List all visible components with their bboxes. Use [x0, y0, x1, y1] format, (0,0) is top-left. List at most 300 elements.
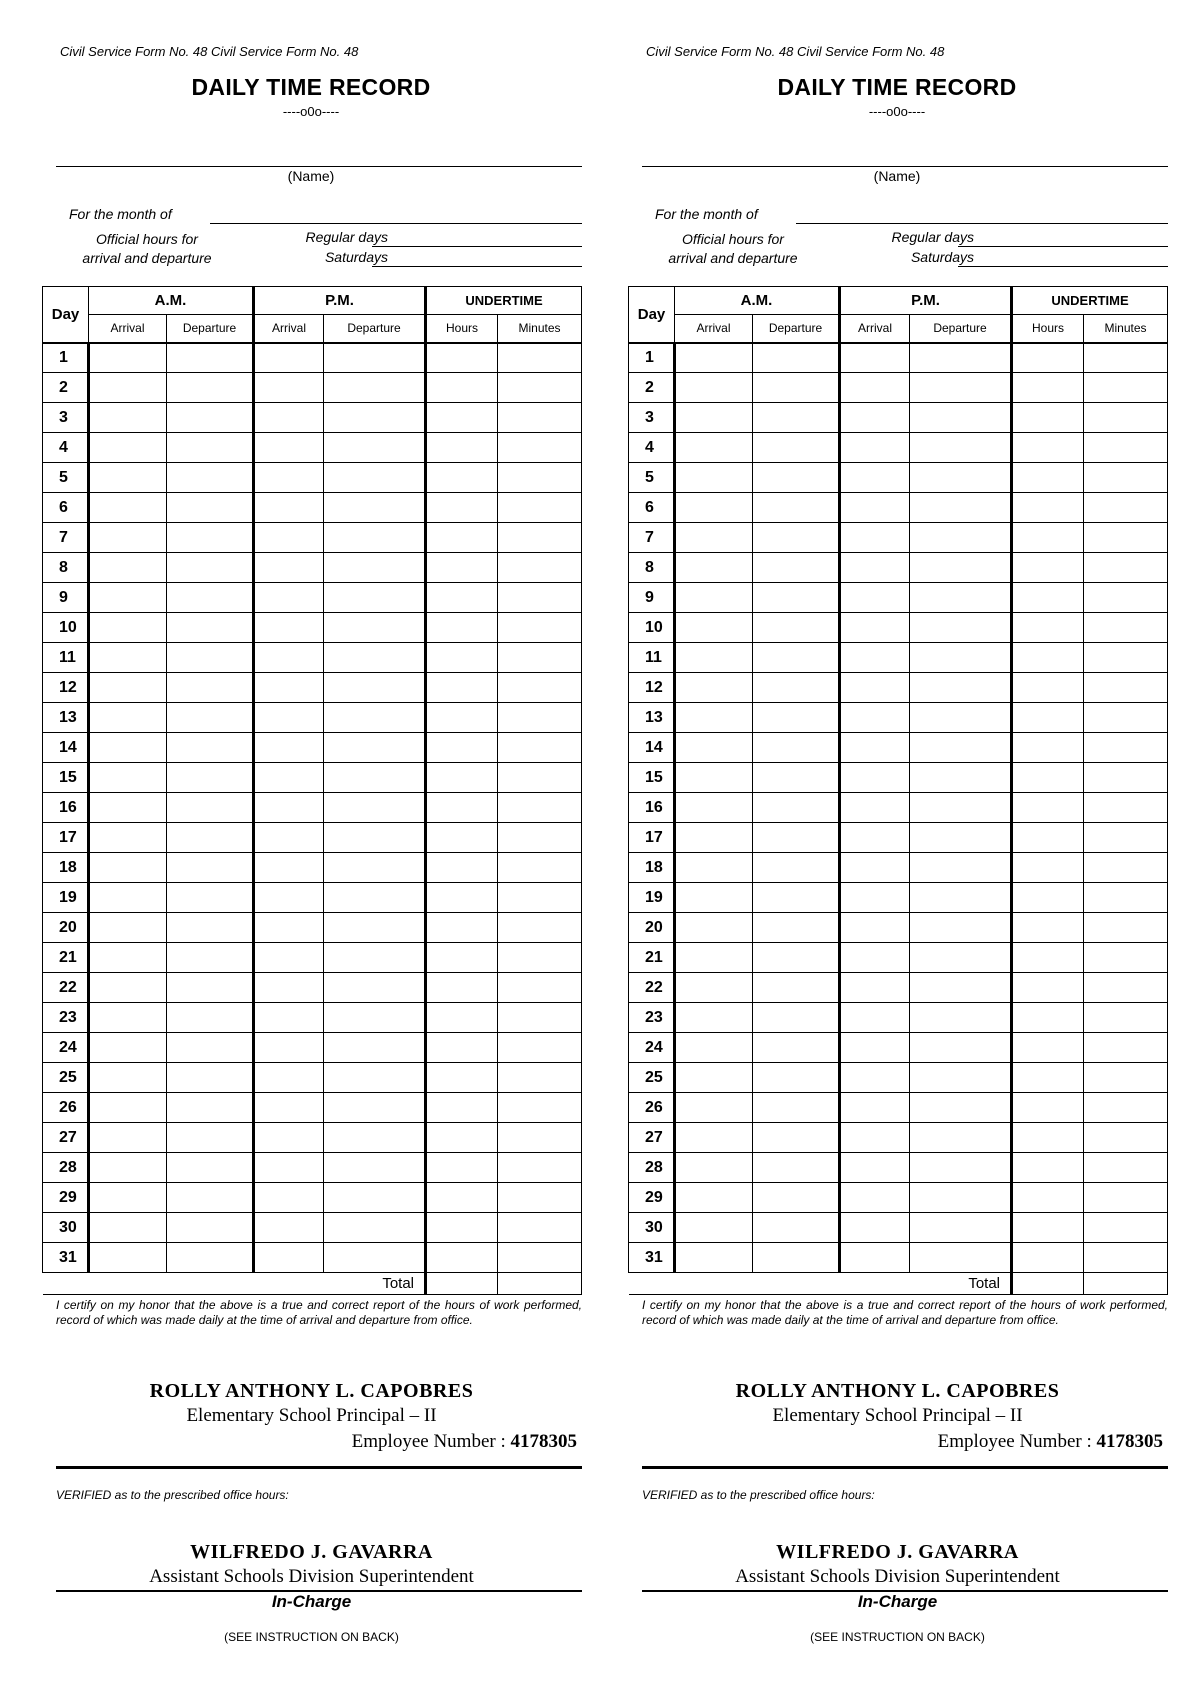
undertime-hours-cell[interactable]: [426, 673, 498, 703]
am-arrival-cell[interactable]: [675, 583, 753, 613]
pm-arrival-cell[interactable]: [254, 1063, 324, 1093]
am-arrival-cell[interactable]: [89, 913, 167, 943]
pm-arrival-cell[interactable]: [840, 853, 910, 883]
undertime-minutes-cell[interactable]: [498, 643, 582, 673]
undertime-hours-cell[interactable]: [1012, 1153, 1084, 1183]
pm-arrival-cell[interactable]: [254, 943, 324, 973]
am-departure-cell[interactable]: [753, 523, 840, 553]
am-departure-cell[interactable]: [753, 793, 840, 823]
pm-arrival-cell[interactable]: [840, 823, 910, 853]
am-arrival-cell[interactable]: [89, 613, 167, 643]
am-arrival-cell[interactable]: [89, 943, 167, 973]
am-arrival-cell[interactable]: [89, 673, 167, 703]
undertime-minutes-cell[interactable]: [498, 613, 582, 643]
pm-arrival-cell[interactable]: [840, 1063, 910, 1093]
total-hours-cell[interactable]: [426, 1273, 498, 1295]
undertime-hours-cell[interactable]: [1012, 463, 1084, 493]
pm-arrival-cell[interactable]: [254, 613, 324, 643]
undertime-hours-cell[interactable]: [1012, 643, 1084, 673]
undertime-hours-cell[interactable]: [426, 793, 498, 823]
undertime-hours-cell[interactable]: [1012, 403, 1084, 433]
pm-departure-cell[interactable]: [324, 913, 426, 943]
pm-arrival-cell[interactable]: [254, 1093, 324, 1123]
am-departure-cell[interactable]: [753, 1183, 840, 1213]
am-departure-cell[interactable]: [167, 703, 254, 733]
undertime-minutes-cell[interactable]: [498, 1063, 582, 1093]
undertime-minutes-cell[interactable]: [1084, 1153, 1168, 1183]
undertime-hours-cell[interactable]: [426, 1183, 498, 1213]
am-departure-cell[interactable]: [753, 733, 840, 763]
pm-departure-cell[interactable]: [324, 343, 426, 373]
pm-departure-cell[interactable]: [324, 823, 426, 853]
pm-departure-cell[interactable]: [910, 853, 1012, 883]
pm-departure-cell[interactable]: [910, 613, 1012, 643]
undertime-hours-cell[interactable]: [1012, 1093, 1084, 1123]
pm-arrival-cell[interactable]: [840, 553, 910, 583]
am-arrival-cell[interactable]: [675, 763, 753, 793]
am-departure-cell[interactable]: [753, 433, 840, 463]
am-arrival-cell[interactable]: [675, 1213, 753, 1243]
am-arrival-cell[interactable]: [89, 433, 167, 463]
am-departure-cell[interactable]: [167, 793, 254, 823]
am-departure-cell[interactable]: [753, 823, 840, 853]
pm-arrival-cell[interactable]: [254, 973, 324, 1003]
am-departure-cell[interactable]: [753, 1093, 840, 1123]
undertime-minutes-cell[interactable]: [1084, 373, 1168, 403]
undertime-hours-cell[interactable]: [1012, 943, 1084, 973]
undertime-minutes-cell[interactable]: [1084, 943, 1168, 973]
am-departure-cell[interactable]: [753, 883, 840, 913]
undertime-hours-cell[interactable]: [1012, 493, 1084, 523]
am-arrival-cell[interactable]: [675, 433, 753, 463]
pm-arrival-cell[interactable]: [254, 343, 324, 373]
undertime-hours-cell[interactable]: [426, 433, 498, 463]
undertime-hours-cell[interactable]: [426, 763, 498, 793]
am-departure-cell[interactable]: [167, 1213, 254, 1243]
am-departure-cell[interactable]: [753, 673, 840, 703]
undertime-minutes-cell[interactable]: [498, 1003, 582, 1033]
pm-departure-cell[interactable]: [910, 463, 1012, 493]
month-field-line[interactable]: [796, 223, 1168, 224]
pm-departure-cell[interactable]: [910, 643, 1012, 673]
am-departure-cell[interactable]: [167, 673, 254, 703]
pm-departure-cell[interactable]: [324, 1033, 426, 1063]
regular-days-field-line[interactable]: [958, 246, 1168, 247]
undertime-hours-cell[interactable]: [426, 733, 498, 763]
am-departure-cell[interactable]: [753, 493, 840, 523]
saturdays-field-line[interactable]: [372, 266, 582, 267]
undertime-minutes-cell[interactable]: [498, 763, 582, 793]
pm-departure-cell[interactable]: [324, 613, 426, 643]
am-arrival-cell[interactable]: [89, 733, 167, 763]
am-arrival-cell[interactable]: [89, 1153, 167, 1183]
pm-arrival-cell[interactable]: [840, 1123, 910, 1153]
undertime-hours-cell[interactable]: [1012, 1063, 1084, 1093]
am-arrival-cell[interactable]: [675, 703, 753, 733]
undertime-hours-cell[interactable]: [426, 1093, 498, 1123]
am-departure-cell[interactable]: [753, 703, 840, 733]
pm-departure-cell[interactable]: [910, 553, 1012, 583]
pm-arrival-cell[interactable]: [840, 703, 910, 733]
pm-departure-cell[interactable]: [324, 1093, 426, 1123]
undertime-hours-cell[interactable]: [426, 1063, 498, 1093]
pm-arrival-cell[interactable]: [840, 403, 910, 433]
am-arrival-cell[interactable]: [89, 583, 167, 613]
pm-arrival-cell[interactable]: [840, 1033, 910, 1063]
am-arrival-cell[interactable]: [675, 733, 753, 763]
pm-arrival-cell[interactable]: [840, 1243, 910, 1273]
undertime-minutes-cell[interactable]: [498, 853, 582, 883]
undertime-hours-cell[interactable]: [426, 1243, 498, 1273]
pm-arrival-cell[interactable]: [254, 1213, 324, 1243]
undertime-hours-cell[interactable]: [426, 553, 498, 583]
am-departure-cell[interactable]: [753, 613, 840, 643]
undertime-minutes-cell[interactable]: [498, 913, 582, 943]
am-arrival-cell[interactable]: [89, 523, 167, 553]
pm-arrival-cell[interactable]: [254, 493, 324, 523]
am-arrival-cell[interactable]: [675, 463, 753, 493]
pm-departure-cell[interactable]: [324, 1153, 426, 1183]
am-arrival-cell[interactable]: [89, 793, 167, 823]
am-arrival-cell[interactable]: [675, 673, 753, 703]
am-departure-cell[interactable]: [167, 1123, 254, 1153]
am-arrival-cell[interactable]: [675, 1123, 753, 1153]
pm-arrival-cell[interactable]: [840, 763, 910, 793]
name-field-line[interactable]: [642, 166, 1168, 167]
undertime-minutes-cell[interactable]: [1084, 1183, 1168, 1213]
pm-departure-cell[interactable]: [910, 703, 1012, 733]
am-departure-cell[interactable]: [167, 643, 254, 673]
pm-arrival-cell[interactable]: [840, 1003, 910, 1033]
pm-departure-cell[interactable]: [324, 973, 426, 1003]
pm-departure-cell[interactable]: [324, 643, 426, 673]
am-departure-cell[interactable]: [167, 1243, 254, 1273]
am-arrival-cell[interactable]: [675, 823, 753, 853]
pm-departure-cell[interactable]: [324, 673, 426, 703]
pm-arrival-cell[interactable]: [254, 1183, 324, 1213]
undertime-hours-cell[interactable]: [426, 883, 498, 913]
pm-departure-cell[interactable]: [324, 793, 426, 823]
undertime-minutes-cell[interactable]: [1084, 853, 1168, 883]
pm-departure-cell[interactable]: [324, 1213, 426, 1243]
undertime-hours-cell[interactable]: [1012, 913, 1084, 943]
undertime-hours-cell[interactable]: [426, 973, 498, 1003]
am-departure-cell[interactable]: [167, 553, 254, 583]
undertime-minutes-cell[interactable]: [498, 583, 582, 613]
undertime-hours-cell[interactable]: [1012, 1213, 1084, 1243]
undertime-hours-cell[interactable]: [1012, 553, 1084, 583]
am-arrival-cell[interactable]: [675, 973, 753, 1003]
am-departure-cell[interactable]: [167, 883, 254, 913]
pm-departure-cell[interactable]: [910, 1123, 1012, 1153]
undertime-minutes-cell[interactable]: [1084, 1243, 1168, 1273]
pm-arrival-cell[interactable]: [254, 1033, 324, 1063]
undertime-hours-cell[interactable]: [1012, 583, 1084, 613]
am-arrival-cell[interactable]: [89, 853, 167, 883]
undertime-minutes-cell[interactable]: [1084, 973, 1168, 1003]
undertime-hours-cell[interactable]: [1012, 973, 1084, 1003]
undertime-hours-cell[interactable]: [426, 373, 498, 403]
undertime-minutes-cell[interactable]: [498, 1123, 582, 1153]
pm-arrival-cell[interactable]: [840, 493, 910, 523]
am-arrival-cell[interactable]: [89, 823, 167, 853]
undertime-minutes-cell[interactable]: [1084, 1093, 1168, 1123]
pm-departure-cell[interactable]: [910, 1033, 1012, 1063]
pm-departure-cell[interactable]: [324, 1123, 426, 1153]
undertime-minutes-cell[interactable]: [498, 733, 582, 763]
pm-departure-cell[interactable]: [910, 1153, 1012, 1183]
pm-arrival-cell[interactable]: [254, 733, 324, 763]
am-arrival-cell[interactable]: [89, 1213, 167, 1243]
am-departure-cell[interactable]: [753, 643, 840, 673]
am-departure-cell[interactable]: [167, 523, 254, 553]
pm-arrival-cell[interactable]: [840, 733, 910, 763]
am-arrival-cell[interactable]: [675, 1063, 753, 1093]
pm-arrival-cell[interactable]: [254, 853, 324, 883]
pm-arrival-cell[interactable]: [840, 883, 910, 913]
undertime-hours-cell[interactable]: [426, 1123, 498, 1153]
name-field-line[interactable]: [56, 166, 582, 167]
total-hours-cell[interactable]: [1012, 1273, 1084, 1295]
undertime-minutes-cell[interactable]: [498, 793, 582, 823]
pm-departure-cell[interactable]: [910, 493, 1012, 523]
pm-arrival-cell[interactable]: [840, 343, 910, 373]
am-arrival-cell[interactable]: [89, 1243, 167, 1273]
am-arrival-cell[interactable]: [675, 643, 753, 673]
am-arrival-cell[interactable]: [675, 493, 753, 523]
pm-departure-cell[interactable]: [324, 403, 426, 433]
am-departure-cell[interactable]: [167, 943, 254, 973]
pm-arrival-cell[interactable]: [840, 1183, 910, 1213]
am-arrival-cell[interactable]: [89, 703, 167, 733]
pm-departure-cell[interactable]: [324, 853, 426, 883]
am-departure-cell[interactable]: [167, 373, 254, 403]
undertime-minutes-cell[interactable]: [498, 973, 582, 1003]
am-departure-cell[interactable]: [753, 553, 840, 583]
pm-departure-cell[interactable]: [910, 1183, 1012, 1213]
pm-arrival-cell[interactable]: [254, 823, 324, 853]
undertime-minutes-cell[interactable]: [498, 553, 582, 583]
am-departure-cell[interactable]: [753, 973, 840, 1003]
undertime-minutes-cell[interactable]: [1084, 703, 1168, 733]
am-departure-cell[interactable]: [753, 583, 840, 613]
undertime-minutes-cell[interactable]: [498, 823, 582, 853]
pm-departure-cell[interactable]: [324, 463, 426, 493]
am-departure-cell[interactable]: [167, 853, 254, 883]
undertime-minutes-cell[interactable]: [498, 673, 582, 703]
undertime-hours-cell[interactable]: [426, 343, 498, 373]
pm-arrival-cell[interactable]: [840, 1213, 910, 1243]
am-arrival-cell[interactable]: [675, 1003, 753, 1033]
pm-departure-cell[interactable]: [910, 973, 1012, 1003]
undertime-hours-cell[interactable]: [426, 823, 498, 853]
undertime-minutes-cell[interactable]: [1084, 553, 1168, 583]
am-arrival-cell[interactable]: [89, 1063, 167, 1093]
undertime-hours-cell[interactable]: [1012, 1243, 1084, 1273]
undertime-minutes-cell[interactable]: [498, 1213, 582, 1243]
am-departure-cell[interactable]: [167, 493, 254, 523]
pm-arrival-cell[interactable]: [254, 643, 324, 673]
am-arrival-cell[interactable]: [89, 763, 167, 793]
am-arrival-cell[interactable]: [89, 373, 167, 403]
undertime-hours-cell[interactable]: [426, 1033, 498, 1063]
pm-arrival-cell[interactable]: [840, 463, 910, 493]
saturdays-field-line[interactable]: [958, 266, 1168, 267]
am-arrival-cell[interactable]: [89, 1093, 167, 1123]
pm-arrival-cell[interactable]: [840, 373, 910, 403]
am-departure-cell[interactable]: [167, 823, 254, 853]
undertime-hours-cell[interactable]: [1012, 853, 1084, 883]
am-departure-cell[interactable]: [753, 853, 840, 883]
undertime-hours-cell[interactable]: [1012, 823, 1084, 853]
undertime-hours-cell[interactable]: [1012, 1123, 1084, 1153]
pm-departure-cell[interactable]: [324, 943, 426, 973]
am-arrival-cell[interactable]: [675, 343, 753, 373]
pm-departure-cell[interactable]: [324, 703, 426, 733]
am-departure-cell[interactable]: [167, 463, 254, 493]
pm-arrival-cell[interactable]: [254, 1123, 324, 1153]
undertime-minutes-cell[interactable]: [1084, 1213, 1168, 1243]
undertime-minutes-cell[interactable]: [1084, 1063, 1168, 1093]
am-arrival-cell[interactable]: [675, 913, 753, 943]
pm-departure-cell[interactable]: [324, 583, 426, 613]
pm-departure-cell[interactable]: [910, 373, 1012, 403]
am-arrival-cell[interactable]: [675, 1243, 753, 1273]
undertime-hours-cell[interactable]: [426, 463, 498, 493]
undertime-minutes-cell[interactable]: [1084, 343, 1168, 373]
undertime-hours-cell[interactable]: [426, 583, 498, 613]
am-departure-cell[interactable]: [753, 1243, 840, 1273]
pm-departure-cell[interactable]: [910, 883, 1012, 913]
undertime-hours-cell[interactable]: [1012, 433, 1084, 463]
pm-departure-cell[interactable]: [324, 1243, 426, 1273]
undertime-minutes-cell[interactable]: [1084, 403, 1168, 433]
undertime-minutes-cell[interactable]: [1084, 493, 1168, 523]
undertime-hours-cell[interactable]: [426, 493, 498, 523]
pm-departure-cell[interactable]: [910, 913, 1012, 943]
am-arrival-cell[interactable]: [89, 1183, 167, 1213]
pm-arrival-cell[interactable]: [840, 433, 910, 463]
pm-departure-cell[interactable]: [910, 1213, 1012, 1243]
undertime-minutes-cell[interactable]: [1084, 583, 1168, 613]
undertime-minutes-cell[interactable]: [498, 523, 582, 553]
am-departure-cell[interactable]: [753, 943, 840, 973]
undertime-minutes-cell[interactable]: [498, 493, 582, 523]
undertime-hours-cell[interactable]: [426, 853, 498, 883]
am-departure-cell[interactable]: [753, 463, 840, 493]
am-departure-cell[interactable]: [167, 613, 254, 643]
undertime-minutes-cell[interactable]: [498, 1093, 582, 1123]
undertime-minutes-cell[interactable]: [1084, 913, 1168, 943]
am-departure-cell[interactable]: [753, 763, 840, 793]
am-arrival-cell[interactable]: [89, 403, 167, 433]
undertime-hours-cell[interactable]: [426, 943, 498, 973]
pm-departure-cell[interactable]: [910, 433, 1012, 463]
pm-departure-cell[interactable]: [910, 733, 1012, 763]
pm-arrival-cell[interactable]: [254, 913, 324, 943]
am-departure-cell[interactable]: [167, 763, 254, 793]
pm-arrival-cell[interactable]: [254, 553, 324, 583]
am-arrival-cell[interactable]: [89, 1123, 167, 1153]
undertime-hours-cell[interactable]: [426, 1003, 498, 1033]
am-arrival-cell[interactable]: [675, 1093, 753, 1123]
am-departure-cell[interactable]: [167, 403, 254, 433]
undertime-hours-cell[interactable]: [426, 1153, 498, 1183]
am-departure-cell[interactable]: [167, 433, 254, 463]
am-departure-cell[interactable]: [167, 1063, 254, 1093]
undertime-minutes-cell[interactable]: [498, 1243, 582, 1273]
undertime-hours-cell[interactable]: [426, 1213, 498, 1243]
am-arrival-cell[interactable]: [89, 553, 167, 583]
undertime-hours-cell[interactable]: [1012, 613, 1084, 643]
undertime-minutes-cell[interactable]: [1084, 433, 1168, 463]
am-departure-cell[interactable]: [167, 1033, 254, 1063]
undertime-minutes-cell[interactable]: [498, 403, 582, 433]
undertime-hours-cell[interactable]: [1012, 673, 1084, 703]
undertime-minutes-cell[interactable]: [1084, 1033, 1168, 1063]
pm-arrival-cell[interactable]: [254, 673, 324, 703]
undertime-minutes-cell[interactable]: [498, 1183, 582, 1213]
pm-arrival-cell[interactable]: [254, 463, 324, 493]
undertime-hours-cell[interactable]: [1012, 343, 1084, 373]
pm-departure-cell[interactable]: [324, 883, 426, 913]
undertime-minutes-cell[interactable]: [1084, 733, 1168, 763]
undertime-minutes-cell[interactable]: [1084, 763, 1168, 793]
pm-arrival-cell[interactable]: [840, 1093, 910, 1123]
pm-arrival-cell[interactable]: [840, 523, 910, 553]
pm-arrival-cell[interactable]: [840, 913, 910, 943]
am-arrival-cell[interactable]: [89, 463, 167, 493]
pm-departure-cell[interactable]: [324, 493, 426, 523]
pm-arrival-cell[interactable]: [254, 403, 324, 433]
pm-departure-cell[interactable]: [324, 763, 426, 793]
am-departure-cell[interactable]: [753, 343, 840, 373]
undertime-minutes-cell[interactable]: [1084, 613, 1168, 643]
undertime-hours-cell[interactable]: [1012, 763, 1084, 793]
am-arrival-cell[interactable]: [675, 853, 753, 883]
pm-arrival-cell[interactable]: [254, 373, 324, 403]
pm-departure-cell[interactable]: [910, 763, 1012, 793]
undertime-minutes-cell[interactable]: [1084, 673, 1168, 703]
pm-arrival-cell[interactable]: [840, 943, 910, 973]
am-arrival-cell[interactable]: [675, 1183, 753, 1213]
pm-departure-cell[interactable]: [910, 1063, 1012, 1093]
undertime-minutes-cell[interactable]: [1084, 793, 1168, 823]
am-departure-cell[interactable]: [167, 733, 254, 763]
am-departure-cell[interactable]: [167, 343, 254, 373]
regular-days-field-line[interactable]: [372, 246, 582, 247]
pm-departure-cell[interactable]: [324, 553, 426, 583]
pm-departure-cell[interactable]: [910, 523, 1012, 553]
undertime-hours-cell[interactable]: [1012, 703, 1084, 733]
am-departure-cell[interactable]: [753, 1123, 840, 1153]
undertime-hours-cell[interactable]: [1012, 1183, 1084, 1213]
am-arrival-cell[interactable]: [675, 613, 753, 643]
pm-departure-cell[interactable]: [910, 793, 1012, 823]
pm-arrival-cell[interactable]: [840, 973, 910, 1003]
pm-departure-cell[interactable]: [910, 673, 1012, 703]
undertime-minutes-cell[interactable]: [498, 463, 582, 493]
pm-departure-cell[interactable]: [324, 1063, 426, 1093]
pm-departure-cell[interactable]: [324, 433, 426, 463]
undertime-hours-cell[interactable]: [1012, 1003, 1084, 1033]
pm-arrival-cell[interactable]: [840, 1153, 910, 1183]
undertime-hours-cell[interactable]: [426, 523, 498, 553]
pm-arrival-cell[interactable]: [254, 433, 324, 463]
am-arrival-cell[interactable]: [89, 1033, 167, 1063]
undertime-hours-cell[interactable]: [426, 643, 498, 673]
am-departure-cell[interactable]: [753, 373, 840, 403]
